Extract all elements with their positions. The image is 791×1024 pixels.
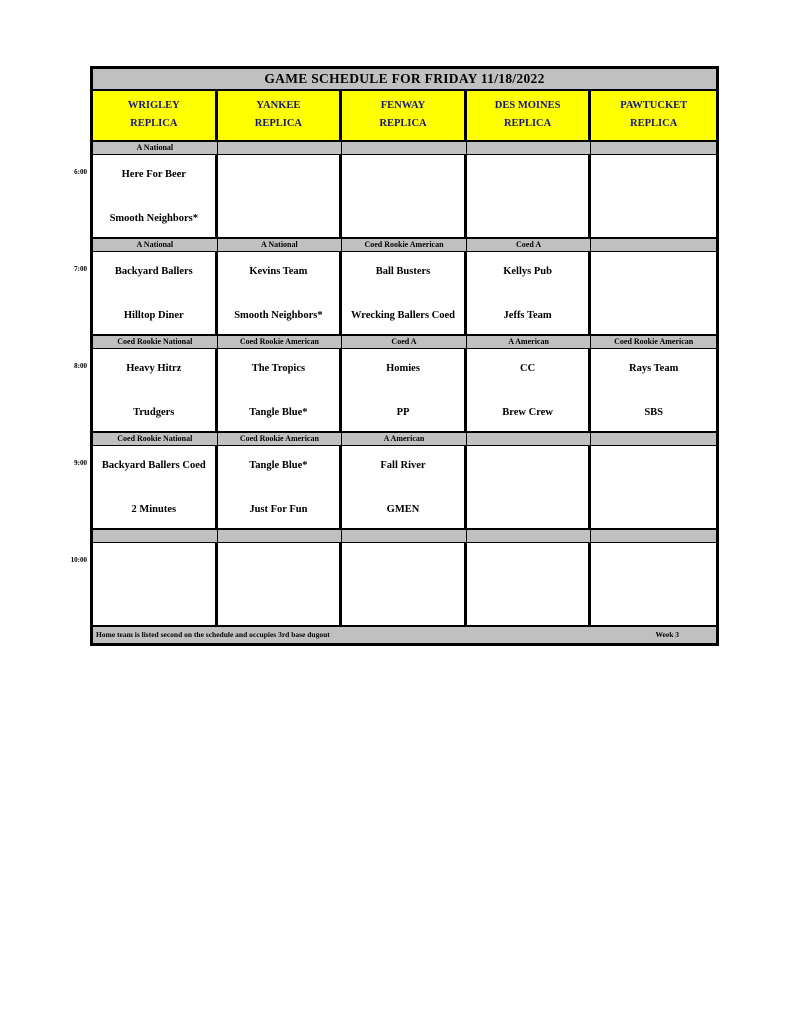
game-cell: [467, 252, 592, 334]
footer-note: Home team is listed second on the schedule and occupies 3rd base dugout: [96, 630, 330, 639]
division-label: [591, 433, 716, 445]
time-label: 10:00: [70, 556, 87, 564]
home-team: SBS: [644, 407, 664, 418]
away-team: [593, 168, 714, 181]
field-header-fenway: [342, 91, 467, 140]
time-label: 9:00: [74, 459, 87, 467]
game-cell: [218, 252, 343, 334]
home-team: [593, 600, 714, 613]
game-cell: [342, 543, 467, 625]
division-label: [591, 530, 716, 542]
away-team: Backyard Ballers Coed: [101, 460, 206, 471]
field-sub: REPLICA: [630, 118, 678, 129]
home-team: Just For Fun: [249, 504, 308, 515]
field-name: DES MOINES: [494, 100, 561, 111]
home-team: [469, 503, 587, 516]
field-name: YANKEE: [256, 100, 301, 111]
time-label: 6:00: [74, 168, 87, 176]
away-team: [469, 168, 587, 181]
division-label: Coed Rookie American: [591, 336, 716, 348]
away-team: The Tropics: [251, 363, 306, 374]
away-team: Backyard Ballers: [114, 266, 193, 277]
away-team: [593, 556, 714, 569]
field-header-des-moines: [467, 91, 592, 140]
game-cell: [591, 155, 716, 237]
home-team: GMEN: [386, 504, 420, 515]
home-team: Jeffs Team: [503, 310, 552, 321]
week-label: Week 3: [655, 630, 679, 639]
division-label: A National: [218, 239, 343, 251]
home-team: [344, 600, 462, 613]
game-cell: [467, 543, 592, 625]
game-row-700: [74, 252, 716, 336]
home-team: Wrecking Ballers Coed: [350, 310, 455, 321]
home-team: PP: [396, 407, 410, 418]
division-row-700: [93, 239, 716, 252]
division-label: Coed A: [342, 336, 467, 348]
game-cell: [342, 155, 467, 237]
home-team: [95, 600, 213, 613]
division-row-800: [93, 336, 716, 349]
field-sub: REPLICA: [379, 118, 427, 129]
time-label: 7:00: [74, 265, 87, 273]
away-team: [344, 168, 462, 181]
division-label: [93, 530, 218, 542]
field-name: FENWAY: [380, 100, 426, 111]
division-label: [591, 142, 716, 154]
game-cell: [342, 252, 467, 334]
field-header-row: [93, 91, 716, 142]
game-cell: [93, 446, 218, 528]
field-header-wrigley: [93, 91, 218, 140]
division-row-600: [93, 142, 716, 155]
division-label: [591, 239, 716, 251]
home-team: Tangle Blue*: [249, 407, 308, 418]
game-cell: [93, 155, 218, 237]
home-team: [593, 212, 714, 225]
away-team: Kellys Pub: [503, 266, 552, 277]
division-label: Coed Rookie American: [218, 433, 343, 445]
game-cell: [93, 252, 218, 334]
game-cell: [467, 446, 592, 528]
away-team: [593, 459, 714, 472]
home-team: [220, 212, 338, 225]
away-team: [593, 265, 714, 278]
away-team: [469, 459, 587, 472]
division-label: [342, 142, 467, 154]
division-row-1000: [93, 530, 716, 543]
game-row-900: [74, 446, 716, 530]
away-team: Homies: [386, 363, 420, 374]
away-team: Fall River: [380, 460, 426, 471]
home-team: Smooth Neighbors*: [234, 310, 323, 321]
division-label: [218, 530, 343, 542]
game-row-1000: [70, 543, 716, 627]
away-team: CC: [520, 363, 536, 374]
away-team: Tangle Blue*: [249, 460, 308, 471]
division-label: Coed Rookie American: [342, 239, 467, 251]
game-cell: [93, 349, 218, 431]
away-team: [469, 556, 587, 569]
game-cell: [218, 446, 343, 528]
game-cell: [342, 446, 467, 528]
home-team: Hilltop Diner: [123, 310, 184, 321]
away-team: Kevins Team: [249, 266, 308, 277]
away-team: Here For Beer: [121, 169, 186, 180]
division-row-900: [93, 433, 716, 446]
away-team: [220, 556, 338, 569]
game-cell: [591, 252, 716, 334]
game-cell: [218, 155, 343, 237]
game-cell: [591, 543, 716, 625]
away-team: [95, 556, 213, 569]
division-label: Coed Rookie American: [218, 336, 343, 348]
home-team: [593, 503, 714, 516]
home-team: [344, 212, 462, 225]
away-team: Heavy Hitrz: [126, 363, 182, 374]
home-team: [469, 212, 587, 225]
division-label: Coed A: [467, 239, 592, 251]
away-team: Rays Team: [629, 363, 679, 374]
home-team: [469, 600, 587, 613]
field-sub: REPLICA: [254, 118, 303, 129]
division-label: [218, 142, 343, 154]
division-label: A American: [342, 433, 467, 445]
field-header-pawtucket: [591, 91, 716, 140]
field-sub: REPLICA: [130, 118, 178, 129]
division-label: A National: [93, 239, 218, 251]
home-team: Smooth Neighbors*: [109, 213, 198, 224]
game-cell: [93, 543, 218, 625]
division-label: Coed Rookie National: [93, 433, 218, 445]
game-cell: [467, 155, 592, 237]
field-name: WRIGLEY: [127, 100, 180, 111]
division-label: [467, 433, 592, 445]
home-team: [593, 309, 714, 322]
division-label: Coed Rookie National: [93, 336, 218, 348]
division-label: [342, 530, 467, 542]
division-label: [467, 530, 592, 542]
game-cell: [218, 543, 343, 625]
field-header-yankee: [218, 91, 343, 140]
game-cell: [218, 349, 343, 431]
field-sub: REPLICA: [503, 118, 552, 129]
game-cell: [467, 349, 592, 431]
away-team: [220, 168, 338, 181]
game-row-800: [74, 349, 716, 433]
away-team: [344, 556, 462, 569]
game-row-600: [74, 155, 716, 239]
home-team: 2 Minutes: [131, 504, 177, 515]
away-team: Ball Busters: [375, 266, 431, 277]
game-cell: [591, 349, 716, 431]
footer-row: [93, 627, 716, 643]
division-label: A American: [467, 336, 592, 348]
division-label: [467, 142, 592, 154]
field-name: PAWTUCKET: [620, 100, 688, 111]
schedule-table: [70, 66, 719, 646]
time-label: 8:00: [74, 362, 87, 370]
home-team: Brew Crew: [502, 407, 553, 418]
game-cell: [591, 446, 716, 528]
schedule-title: GAME SCHEDULE FOR FRIDAY 11/18/2022: [93, 69, 716, 91]
home-team: [220, 600, 338, 613]
game-cell: [342, 349, 467, 431]
home-team: Trudgers: [133, 407, 175, 418]
division-label: A National: [93, 142, 218, 154]
